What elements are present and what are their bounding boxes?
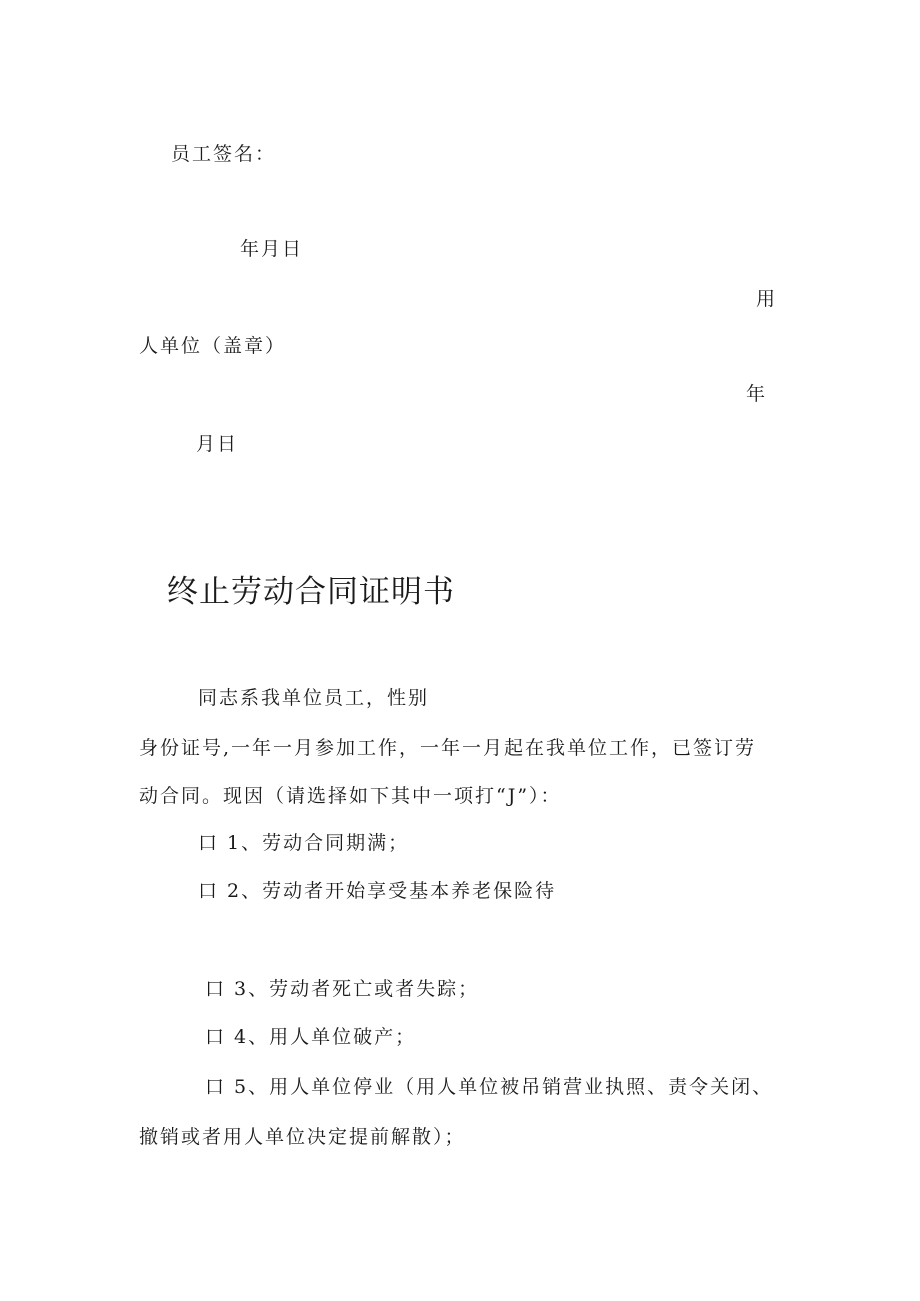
intro-line-3: 动合同。现因（请选择如下其中一项打“J”）：	[139, 785, 562, 807]
employer-label-prefix: 用	[756, 288, 778, 310]
option-item	[198, 879, 556, 903]
checkbox-icon: 口	[198, 832, 220, 854]
employer-date-label: 月日	[196, 433, 239, 455]
option-5-continuation: 撤销或者用人单位决定提前解散）；	[139, 1126, 466, 1148]
certificate-title: 终止劳动合同证明书	[167, 574, 455, 610]
checkbox-icon: 口	[198, 880, 220, 902]
checkbox-icon: 口	[205, 978, 227, 1000]
checkbox-icon: 口	[205, 1076, 227, 1098]
option-item	[198, 831, 409, 855]
option-label: 2、劳动者开始享受基本养老保险待	[227, 880, 557, 902]
employee-signature-label: 员工签名：	[171, 143, 277, 165]
option-item	[205, 1025, 416, 1049]
intro-line-1: 同志系我单位员工，性别	[198, 687, 430, 709]
employer-seal-label: 人单位（盖章）	[139, 335, 287, 357]
option-label: 1、劳动合同期满；	[227, 832, 410, 854]
option-item	[205, 977, 479, 1001]
option-label: 5、用人单位停业（用人单位被吊销营业执照、责令关闭、	[234, 1076, 774, 1098]
intro-line-2: 身份证号,一年一月参加工作，一年一月起在我单位工作，已签订劳	[139, 737, 757, 759]
option-item	[205, 1075, 773, 1099]
employer-year-label: 年	[746, 383, 768, 405]
option-label: 3、劳动者死亡或者失踪；	[234, 978, 480, 1000]
option-label: 4、用人单位破产；	[234, 1026, 417, 1048]
employee-signature-date: 年月日	[240, 238, 304, 260]
checkbox-icon: 口	[205, 1026, 227, 1048]
